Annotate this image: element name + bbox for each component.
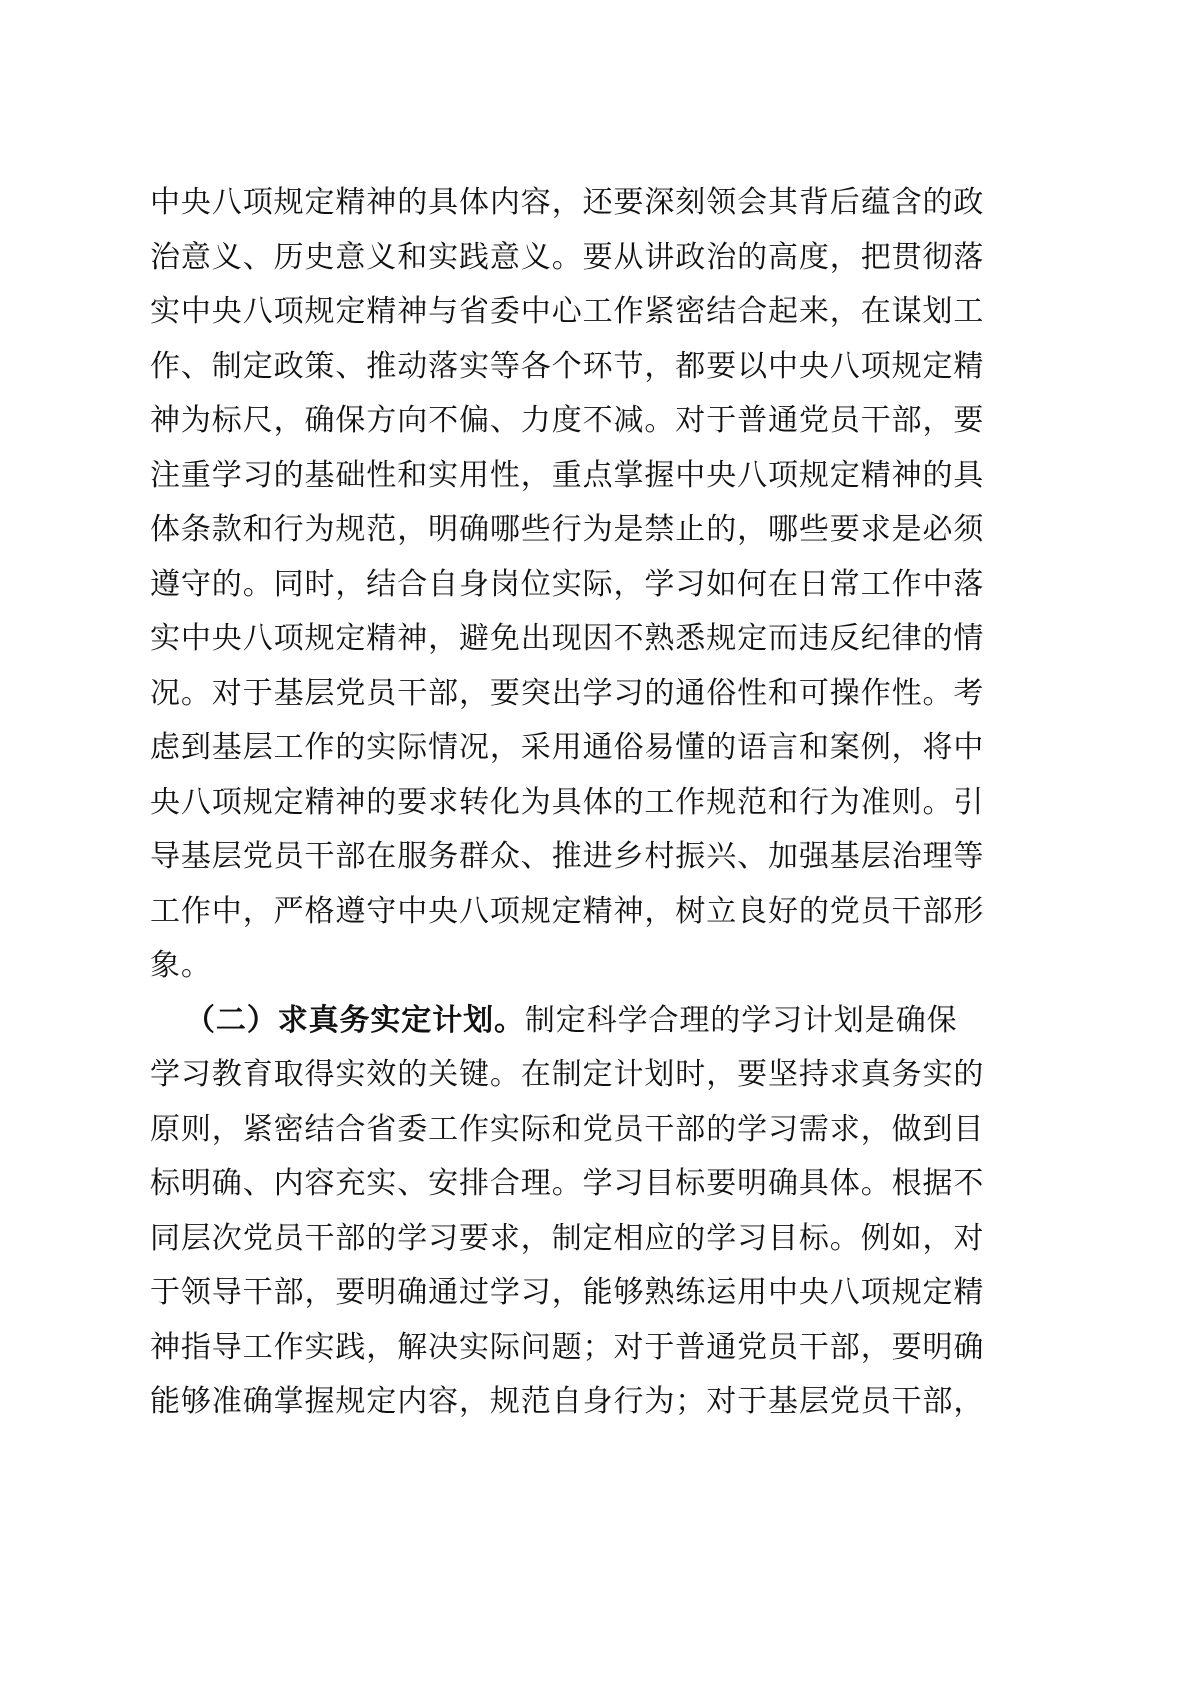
text-line: 实中央八项规定精神，避免出现因不熟悉规定而违反纪律的情 (150, 621, 985, 656)
text-line: 实中央八项规定精神与省委中心工作紧密结合起来，在谋划工 (150, 294, 985, 329)
text-line: 导基层党员干部在服务群众、推进乡村振兴、加强基层治理等 (150, 839, 985, 874)
section-first-line (150, 994, 1050, 1049)
text-line: 原则，紧密结合省委工作实际和党员干部的学习需求，做到目 (150, 1111, 985, 1147)
text-line: 体条款和行为规范，明确哪些行为是禁止的，哪些要求是必须 (150, 512, 985, 547)
section-first-line-text: 制定科学合理的学习计划是确保 (524, 1002, 958, 1038)
text-line: 标明确、内容充实、安排合理。学习目标要明确具体。根据不 (150, 1166, 985, 1201)
text-line: 于领导干部，要明确通过学习，能够熟练运用中央八项规定精 (150, 1275, 985, 1310)
text-line: 治意义、历史意义和实践意义。要从讲政治的高度，把贯彻落 (150, 239, 985, 275)
text-line: 神为标尺，确保方向不偏、力度不减。对于普通党员干部，要 (150, 403, 985, 438)
text-line: 中央八项规定精神的具体内容，还要深刻领会其背后蕴含的政 (150, 185, 985, 220)
document-body (150, 176, 1050, 1430)
text-line: 作、制定政策、推动落实等各个环节，都要以中央八项规定精 (150, 348, 985, 384)
section-heading: （二）求真务实定计划。 (185, 1002, 525, 1038)
text-line: 注重学习的基础性和实用性，重点掌握中央八项规定精神的具 (150, 457, 985, 493)
text-line: 象。 (150, 948, 212, 983)
text-line: 央八项规定精神的要求转化为具体的工作规范和行为准则。引 (150, 784, 985, 820)
text-line: 学习教育取得实效的关键。在制定计划时，要坚持求真务实的 (150, 1057, 985, 1092)
text-line: 能够准确掌握规定内容，规范自身行为；对于基层党员干部， (150, 1384, 985, 1419)
text-line: 同层次党员干部的学习要求，制定相应的学习目标。例如，对 (150, 1220, 985, 1256)
text-line: 况。对于基层党员干部，要突出学习的通俗性和可操作性。考 (150, 675, 985, 711)
text-line: 虑到基层工作的实际情况，采用通俗易懂的语言和案例，将中 (150, 730, 985, 765)
text-line: 遵守的。同时，结合自身岗位实际，学习如何在日常工作中落 (150, 566, 985, 602)
text-line: 神指导工作实践，解决实际问题；对于普通党员干部，要明确 (150, 1329, 985, 1365)
text-line: 工作中，严格遵守中央八项规定精神，树立良好的党员干部形 (150, 893, 985, 929)
